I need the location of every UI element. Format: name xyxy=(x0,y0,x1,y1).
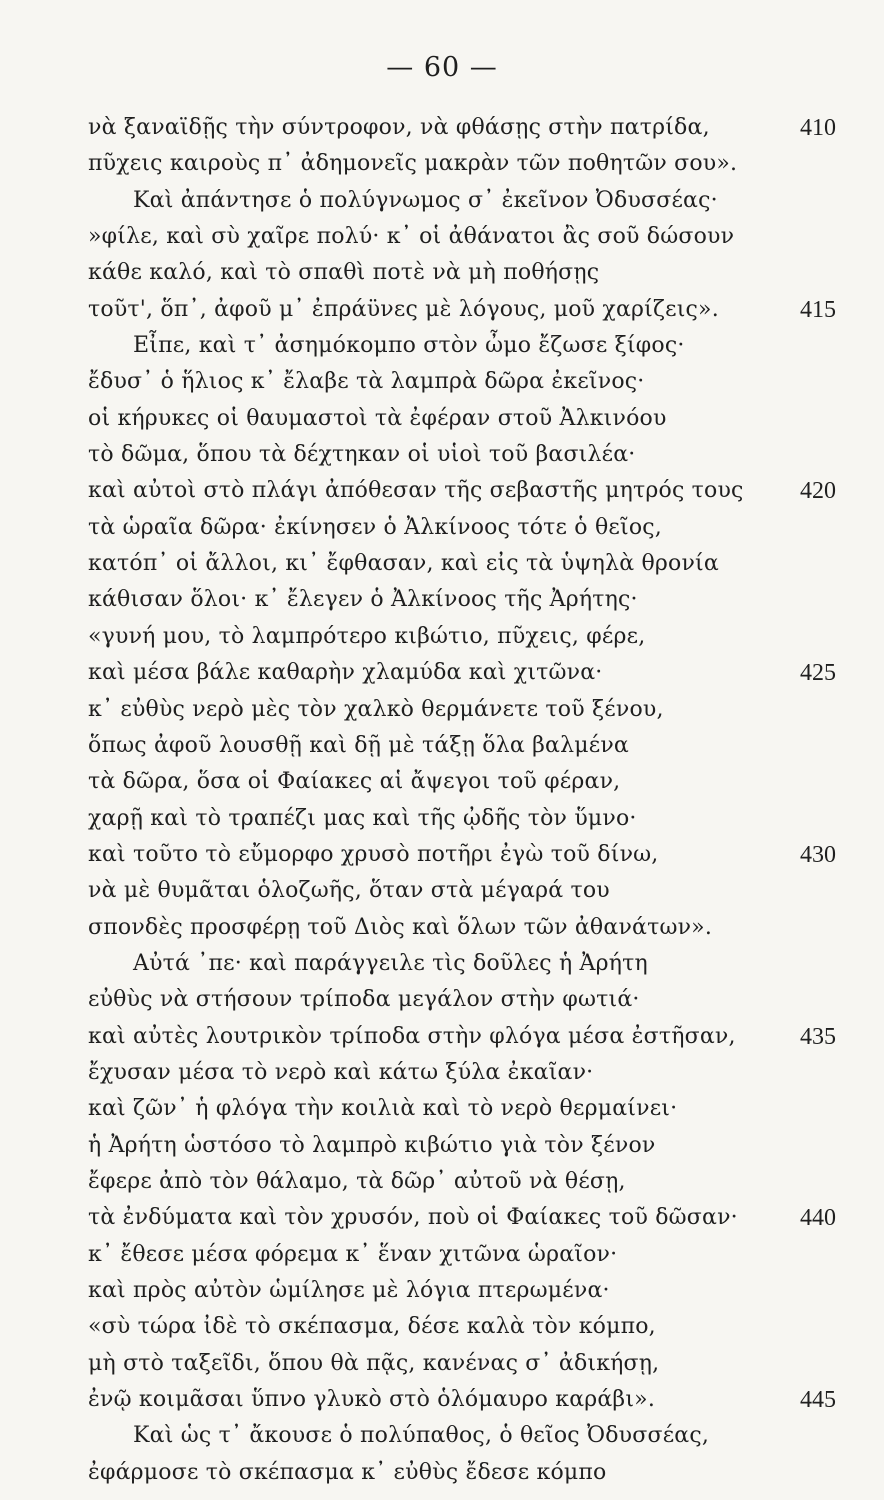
verse-line xyxy=(0,437,884,473)
verse-text: οἱ κήρυκες οἱ θαυμαστοὶ τὰ ἐφέραν στοῦ Ἀλκινόου xyxy=(88,405,667,431)
verse-text: σπονδὲς προσφέρῃ τοῦ Διὸς καὶ ὅλων τῶν ἀθανάτων». xyxy=(88,914,713,940)
verse-line xyxy=(0,1091,884,1127)
verse-text: χαρῇ καὶ τὸ τραπέζι μας καὶ τῆς ᾠδῆς τὸν ὕμνο· xyxy=(88,805,637,831)
verse-line xyxy=(0,183,884,219)
verse-text: Καὶ ὡς τ᾽ ἄκουσε ὁ πολύπαθος, ὁ θεῖος Ὀδυσσέας, xyxy=(133,1423,710,1449)
verse-text: «γυνή μου, τὸ λαμπρότερο κιβώτιο, πῦχεις, φέρε, xyxy=(88,623,646,649)
verse-line xyxy=(0,110,884,146)
line-number: 445 xyxy=(800,1387,836,1414)
verse-text: κ᾽ ἔθεσε μέσα φόρεμα κ᾽ ἕναν χιτῶνα ὡραῖον· xyxy=(88,1241,618,1267)
verse-text: καὶ τοῦτο τὸ εὔμορφο χρυσὸ ποτῆρι ἐγὼ τοῦ δίνω, xyxy=(88,841,659,867)
verse-text: Αὐτά ᾽πε· καὶ παράγγειλε τὶς δοῦλες ἡ Ἀρήτη xyxy=(133,950,648,976)
verse-text: ἔδυσ᾽ ὁ ἥλιος κ᾽ ἔλαβε τὰ λαμπρὰ δῶρα ἐκεῖνος· xyxy=(88,369,645,395)
poem-text xyxy=(0,110,884,1491)
verse-line xyxy=(0,546,884,582)
verse-text: ὅπως ἀφοῦ λουσθῇ καὶ δῇ μὲ τάξῃ ὅλα βαλμένα xyxy=(88,732,629,758)
verse-line xyxy=(0,473,884,509)
verse-line xyxy=(0,1309,884,1345)
verse-line xyxy=(0,910,884,946)
verse-text: «σὺ τώρα ἰδὲ τὸ σκέπασμα, δέσε καλὰ τὸν κόμπο, xyxy=(88,1314,656,1340)
page-number: — 60 — xyxy=(386,52,498,83)
verse-text: Καὶ ἀπάντησε ὁ πολύγνωμος σ᾽ ἐκεῖνον Ὀδυσσέας· xyxy=(133,187,718,213)
verse-line xyxy=(0,510,884,546)
verse-line xyxy=(0,219,884,255)
verse-text: τὰ ὡραῖα δῶρα· ἐκίνησεν ὁ Ἀλκίνοος τότε ὁ θεῖος, xyxy=(88,514,662,540)
verse-line xyxy=(0,582,884,618)
line-number: 435 xyxy=(800,1023,836,1050)
verse-line xyxy=(0,1237,884,1273)
verse-text: τοῦτ', ὅπ᾽, ἀφοῦ μ᾽ ἐπράϋνες μὲ λόγους, μοῦ χαρίζεις». xyxy=(88,296,719,322)
verse-line xyxy=(0,1346,884,1382)
verse-text: εὐθὺς νὰ στήσουν τρίποδα μεγάλον στὴν φωτιά· xyxy=(88,987,640,1013)
verse-line xyxy=(0,364,884,400)
verse-line xyxy=(0,1418,884,1454)
line-number: 415 xyxy=(800,296,836,323)
verse-line xyxy=(0,692,884,728)
verse-line xyxy=(0,1128,884,1164)
verse-line xyxy=(0,146,884,182)
verse-text: Εἶπε, καὶ τ᾽ ἀσημόκομπο στὸν ὦμο ἔζωσε ξίφος· xyxy=(133,333,685,359)
verse-text: ἐφάρμοσε τὸ σκέπασμα κ᾽ εὐθὺς ἔδεσε κόμπο xyxy=(88,1459,607,1485)
verse-text: κ᾽ εὐθὺς νερὸ μὲς τὸν χαλκὸ θερμάνετε τοῦ ξένου, xyxy=(88,696,664,722)
verse-line xyxy=(0,619,884,655)
verse-line xyxy=(0,1164,884,1200)
verse-line xyxy=(0,292,884,328)
verse-line xyxy=(0,764,884,800)
verse-text: πῦχεις καιροὺς π᾽ ἀδημονεῖς μακρὰν τῶν ποθητῶν σου». xyxy=(88,151,738,177)
verse-text: καὶ αὐτοὶ στὸ πλάγι ἀπόθεσαν τῆς σεβαστῆς μητρός τους xyxy=(88,478,744,504)
verse-text: τὰ ἐνδύματα καὶ τὸν χρυσόν, ποὺ οἱ Φαίακες τοῦ δῶσαν· xyxy=(88,1205,738,1231)
verse-line xyxy=(0,1200,884,1236)
verse-text: τὸ δῶμα, ὅπου τὰ δέχτηκαν οἱ υἱοὶ τοῦ βασιλέα· xyxy=(88,442,636,468)
verse-text: ἔχυσαν μέσα τὸ νερὸ καὶ κάτω ξύλα ἐκαῖαν· xyxy=(88,1059,594,1085)
verse-line xyxy=(0,801,884,837)
verse-line xyxy=(0,837,884,873)
verse-text: καὶ αὐτὲς λουτρικὸν τρίποδα στὴν φλόγα μέσα ἐστῆσαν, xyxy=(88,1023,736,1049)
verse-line xyxy=(0,1455,884,1491)
verse-text: καὶ μέσα βάλε καθαρὴν χλαμύδα καὶ χιτῶνα· xyxy=(88,660,603,686)
line-number: 425 xyxy=(800,660,836,687)
verse-text: ἐνῷ κοιμᾶσαι ὕπνο γλυκὸ στὸ ὁλόμαυρο καράβι». xyxy=(88,1387,656,1413)
verse-text: κατόπ᾽ οἱ ἄλλοι, κι᾽ ἔφθασαν, καὶ εἰς τὰ ὑψηλὰ θρονία xyxy=(88,551,719,577)
verse-line xyxy=(0,873,884,909)
line-number: 430 xyxy=(800,841,836,868)
verse-line xyxy=(0,1382,884,1418)
verse-text: καὶ πρὸς αὐτὸν ὡμίλησε μὲ λόγια πτερωμένα· xyxy=(88,1278,610,1303)
verse-line xyxy=(0,255,884,291)
verse-line xyxy=(0,982,884,1018)
verse-text: μὴ στὸ ταξεῖδι, ὅπου θὰ πᾷς, κανένας σ᾽ ἀδικήσῃ, xyxy=(88,1350,660,1376)
verse-text: καὶ ζῶν᾽ ἡ φλόγα τὴν κοιλιὰ καὶ τὸ νερὸ θερμαίνει· xyxy=(88,1096,678,1122)
verse-line xyxy=(0,655,884,691)
verse-text: κάθε καλό, καὶ τὸ σπαθὶ ποτὲ νὰ μὴ ποθήσῃς xyxy=(88,260,600,286)
verse-text: κάθισαν ὅλοι· κ᾽ ἔλεγεν ὁ Ἀλκίνοος τῆς Ἀρήτης· xyxy=(88,587,638,613)
verse-line xyxy=(0,1273,884,1309)
verse-line xyxy=(0,728,884,764)
verse-line xyxy=(0,328,884,364)
verse-line xyxy=(0,401,884,437)
verse-line xyxy=(0,1055,884,1091)
verse-text: νὰ ξαναϊδῇς τὴν σύντροφον, νὰ φθάσῃς στὴν πατρίδα, xyxy=(88,115,710,140)
verse-line xyxy=(0,1019,884,1055)
verse-text: νὰ μὲ θυμᾶται ὁλοζωῆς, ὅταν στὰ μέγαρά του xyxy=(88,878,610,904)
line-number: 420 xyxy=(800,478,836,505)
verse-text: »φίλε, καὶ σὺ χαῖρε πολύ· κ᾽ οἱ ἀθάνατοι ἂς σοῦ δώσουν xyxy=(88,224,735,250)
line-number: 440 xyxy=(800,1205,836,1232)
verse-text: ἡ Ἀρήτη ὡστόσο τὸ λαμπρὸ κιβώτιο γιὰ τὸν ξένον xyxy=(88,1132,656,1158)
verse-text: ἔφερε ἀπὸ τὸν θάλαμο, τὰ δῶρ᾽ αὐτοῦ νὰ θέσῃ, xyxy=(88,1168,626,1194)
verse-line xyxy=(0,946,884,982)
verse-text: τὰ δῶρα, ὅσα οἱ Φαίακες αἱ ἄψεγοι τοῦ φέραν, xyxy=(88,769,621,795)
line-number: 410 xyxy=(800,115,836,141)
